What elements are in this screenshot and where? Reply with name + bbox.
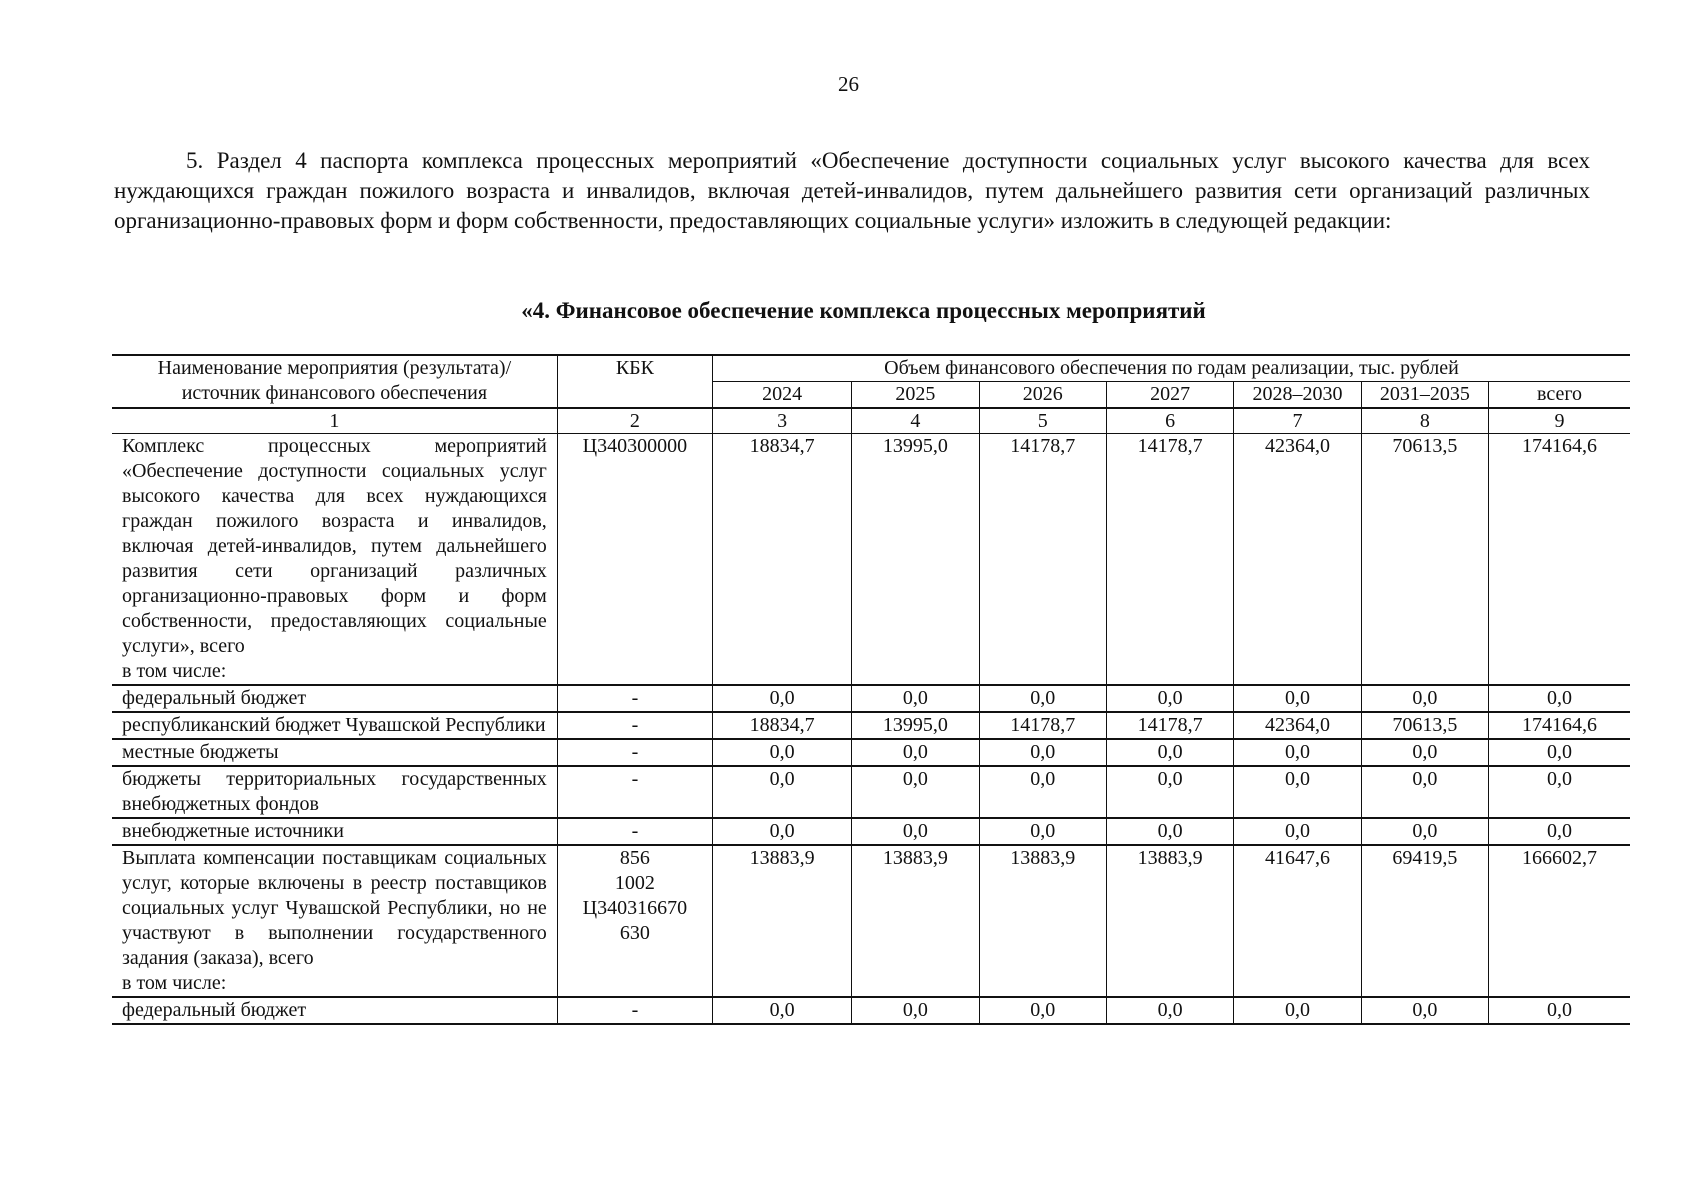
kbk-line: - xyxy=(631,687,639,709)
row-value: 0,0 xyxy=(1106,685,1233,712)
row-value: 0,0 xyxy=(979,818,1106,845)
row-value: 13995,0 xyxy=(852,434,979,686)
row-value: 0,0 xyxy=(852,997,979,1024)
financing-table xyxy=(112,354,1630,1025)
table-row xyxy=(112,766,1630,818)
row-value: 0,0 xyxy=(713,818,852,845)
row-name-text: федеральный бюджет xyxy=(122,687,307,709)
header-year: 2031–2035 xyxy=(1361,382,1488,409)
row-value: 174164,6 xyxy=(1489,434,1630,686)
row-kbk xyxy=(557,997,712,1024)
kbk-line: 630 xyxy=(619,922,650,944)
row-value: 0,0 xyxy=(1106,766,1233,818)
header-year: всего xyxy=(1489,382,1630,409)
column-number: 5 xyxy=(979,408,1106,434)
row-value: 0,0 xyxy=(1234,818,1361,845)
row-value: 166602,7 xyxy=(1489,845,1630,997)
row-name xyxy=(112,712,557,739)
row-value: 0,0 xyxy=(1106,739,1233,766)
row-value: 0,0 xyxy=(1489,685,1630,712)
kbk-line: - xyxy=(631,741,639,763)
row-kbk xyxy=(557,434,712,686)
row-value: 0,0 xyxy=(1106,997,1233,1024)
row-kbk xyxy=(557,739,712,766)
row-value: 14178,7 xyxy=(979,434,1106,686)
row-value: 0,0 xyxy=(1489,818,1630,845)
header-row xyxy=(112,355,1630,382)
kbk-line: - xyxy=(631,999,639,1021)
row-value: 0,0 xyxy=(1489,997,1630,1024)
row-name-text: федеральный бюджет xyxy=(122,999,307,1021)
row-value: 14178,7 xyxy=(1106,434,1233,686)
row-value: 0,0 xyxy=(1361,818,1488,845)
table-row xyxy=(112,434,1630,686)
intro-text: 5. Раздел 4 паспорта комплекса процессных мероприятий «Обеспечение доступности социальных услуг высокого качества для всех нуждающихся граждан пожилого возраста и инвалидов, включая детей-инвалидов, путем дальнейшего развития сети организаций различных организационно-правовых форм и форм собственности, предоставляющих социальные услуги» изложить в следующей редакции: xyxy=(114,148,1590,233)
row-value: 13883,9 xyxy=(1106,845,1233,997)
row-name xyxy=(112,845,557,997)
row-value: 0,0 xyxy=(852,739,979,766)
row-value: 0,0 xyxy=(1361,766,1488,818)
row-value: 0,0 xyxy=(1234,685,1361,712)
row-value: 13883,9 xyxy=(979,845,1106,997)
table-row xyxy=(112,685,1630,712)
column-number: 7 xyxy=(1234,408,1361,434)
row-value: 0,0 xyxy=(713,766,852,818)
column-numbers-row xyxy=(112,408,1630,434)
row-kbk xyxy=(557,712,712,739)
row-value: 0,0 xyxy=(979,766,1106,818)
header-year: 2028–2030 xyxy=(1234,382,1361,409)
kbk-line: Ц340300000 xyxy=(582,435,688,457)
column-number: 1 xyxy=(112,408,557,434)
column-number: 9 xyxy=(1489,408,1630,434)
row-value: 70613,5 xyxy=(1361,712,1488,739)
row-value: 0,0 xyxy=(852,685,979,712)
page-number: 26 xyxy=(838,72,859,96)
row-name xyxy=(112,434,557,686)
row-value: 0,0 xyxy=(1234,766,1361,818)
kbk-line: - xyxy=(631,714,639,736)
row-value: 14178,7 xyxy=(979,712,1106,739)
row-value: 0,0 xyxy=(979,739,1106,766)
row-value: 18834,7 xyxy=(713,434,852,686)
row-value: 0,0 xyxy=(713,685,852,712)
row-value: 0,0 xyxy=(1361,739,1488,766)
header-name: Наименование мероприятия (результата)/ источник финансового обеспечения xyxy=(112,355,557,408)
kbk-line: - xyxy=(631,820,639,842)
table-row xyxy=(112,712,1630,739)
kbk-line: - xyxy=(631,768,639,790)
row-value: 0,0 xyxy=(979,997,1106,1024)
header-year: 2024 xyxy=(713,382,852,409)
header-year: 2026 xyxy=(979,382,1106,409)
row-kbk xyxy=(557,685,712,712)
section-heading: «4. Финансовое обеспечение комплекса процессных мероприятий xyxy=(521,298,1206,323)
table-row xyxy=(112,845,1630,997)
row-name-text: Выплата компенсации поставщикам социальных услуг, которые включены в реестр поставщиков социальных услуг Чувашской Республики, но не участвуют в выполнении государственного задания (заказа), всего xyxy=(122,847,547,969)
header-kbk: КБК xyxy=(557,355,712,408)
row-kbk xyxy=(557,818,712,845)
row-name-sub: в том числе: xyxy=(122,972,227,994)
row-value: 13883,9 xyxy=(713,845,852,997)
header-year: 2027 xyxy=(1106,382,1233,409)
row-name-text: бюджеты территориальных государственных внебюджетных фондов xyxy=(122,768,547,815)
row-value: 0,0 xyxy=(1361,997,1488,1024)
row-value: 13883,9 xyxy=(852,845,979,997)
row-kbk xyxy=(557,845,712,997)
row-value: 0,0 xyxy=(1361,685,1488,712)
row-value: 70613,5 xyxy=(1361,434,1488,686)
column-number: 8 xyxy=(1361,408,1488,434)
row-value: 174164,6 xyxy=(1489,712,1630,739)
row-name xyxy=(112,739,557,766)
row-name xyxy=(112,685,557,712)
row-value: 0,0 xyxy=(1234,739,1361,766)
row-name xyxy=(112,766,557,818)
row-value: 14178,7 xyxy=(1106,712,1233,739)
row-name-text: внебюджетные источники xyxy=(122,820,344,842)
row-value: 42364,0 xyxy=(1234,712,1361,739)
row-kbk xyxy=(557,766,712,818)
column-number: 4 xyxy=(852,408,979,434)
row-value: 0,0 xyxy=(713,739,852,766)
table-row xyxy=(112,739,1630,766)
table-row xyxy=(112,997,1630,1024)
header-volume: Объем финансового обеспечения по годам реализации, тыс. рублей xyxy=(713,355,1631,382)
table-row xyxy=(112,818,1630,845)
row-value: 0,0 xyxy=(1106,818,1233,845)
row-value: 0,0 xyxy=(713,997,852,1024)
row-value: 0,0 xyxy=(1234,997,1361,1024)
kbk-line: Ц340316670 xyxy=(582,897,688,919)
row-name xyxy=(112,818,557,845)
kbk-line: 1002 xyxy=(614,872,655,894)
row-value: 0,0 xyxy=(852,766,979,818)
row-value: 41647,6 xyxy=(1234,845,1361,997)
row-name-text: Комплекс процессных мероприятий «Обеспечение доступности социальных услуг высокого качества для всех нуждающихся граждан пожилого возраста и инвалидов, включая детей-инвалидов, путем дальнейшего развития сети организаций различных организационно-правовых форм и форм собственности, предоставляющих социальные услуги», всего xyxy=(122,435,547,657)
kbk-line: 856 xyxy=(619,847,650,869)
row-name-text: республиканский бюджет Чувашской Республики xyxy=(122,714,546,736)
row-name-text: местные бюджеты xyxy=(122,741,279,763)
column-number: 2 xyxy=(557,408,712,434)
row-value: 42364,0 xyxy=(1234,434,1361,686)
row-value: 0,0 xyxy=(1489,766,1630,818)
row-value: 13995,0 xyxy=(852,712,979,739)
row-value: 0,0 xyxy=(1489,739,1630,766)
row-value: 18834,7 xyxy=(713,712,852,739)
column-number: 6 xyxy=(1106,408,1233,434)
row-value: 69419,5 xyxy=(1361,845,1488,997)
row-name-sub: в том числе: xyxy=(122,660,227,682)
header-year: 2025 xyxy=(852,382,979,409)
intro-paragraph xyxy=(114,146,1590,236)
row-value: 0,0 xyxy=(852,818,979,845)
row-value: 0,0 xyxy=(979,685,1106,712)
row-name xyxy=(112,997,557,1024)
column-number: 3 xyxy=(713,408,852,434)
